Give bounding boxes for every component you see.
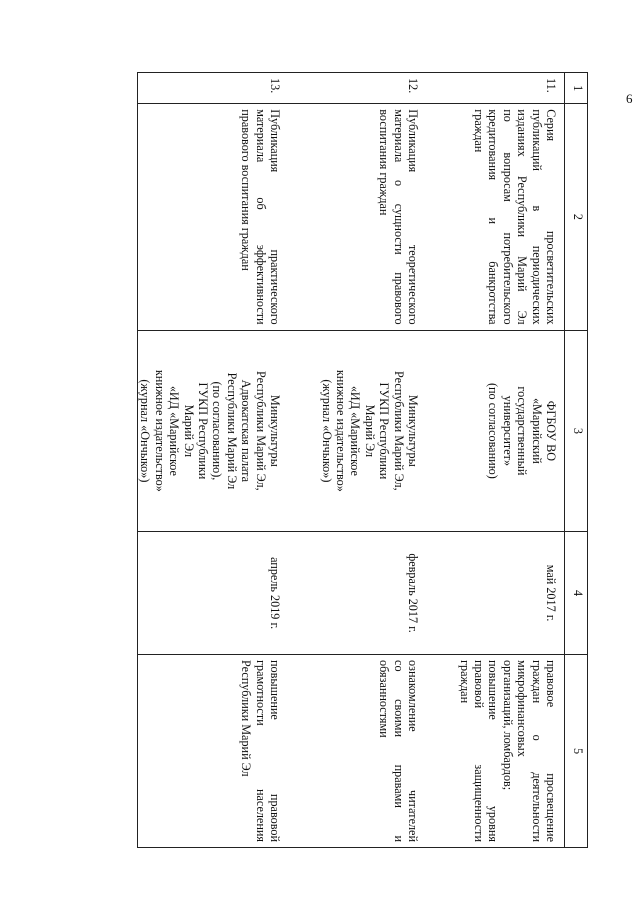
event-description: Публикация практического материала об эффективности правового воспитания граждан — [137, 104, 288, 330]
responsible-parties: Минкультуры Республики Марий Эл, Адвокатская палата Республики Марий Эл (по согласованию), ГУКП Республики Марий Эл «ИД «Марийское книжное издательство» (журнал «Ончыко») — [137, 330, 288, 532]
responsible-parties: ФГБОУ ВО «Марийский государственный университет» (по согласованию) — [426, 330, 565, 532]
table-row — [288, 73, 426, 848]
deadline: апрель 2019 г. — [137, 532, 288, 655]
page-number: 6 — [626, 91, 633, 106]
table-row — [426, 73, 565, 848]
table-header-row — [565, 73, 588, 848]
row-number: 13. — [137, 73, 288, 104]
expected-result: повышение правовой грамотности населения Республики Марий Эл — [137, 655, 288, 848]
header-col-3: 3 — [565, 330, 588, 532]
expected-result: правовое просвещение граждан о деятельности микрофинансовых организаций, ломбардов; повышение уровня правовой защищенности граждан — [426, 655, 565, 848]
header-col-2: 2 — [565, 104, 588, 330]
header-col-1: 1 — [565, 73, 588, 104]
responsible-parties: Минкультуры Республики Марий Эл, ГУКП Республики Марий Эл «ИД «Марийское книжное издательство» (журнал «Ончыко») — [288, 330, 426, 532]
rotated-table-block — [112, 72, 588, 848]
row-number: 12. — [288, 73, 426, 104]
deadline: февраль 2017 г. — [288, 532, 426, 655]
header-col-4: 4 — [565, 532, 588, 655]
event-description: Публикация теоретического материала о сущности правового воспитания граждан — [288, 104, 426, 330]
event-description: Серия просветительских публикаций в периодических изданиях Республики Марий Эл по вопросам потребительского кредитования и банкротства граждан — [426, 104, 565, 330]
header-col-5: 5 — [565, 655, 588, 848]
table-row — [137, 73, 288, 848]
expected-result: ознакомление читателей со своими правами и обязанностями — [288, 655, 426, 848]
deadline: май 2017 г. — [426, 532, 565, 655]
row-number: 11. — [426, 73, 565, 104]
events-table — [137, 72, 588, 848]
